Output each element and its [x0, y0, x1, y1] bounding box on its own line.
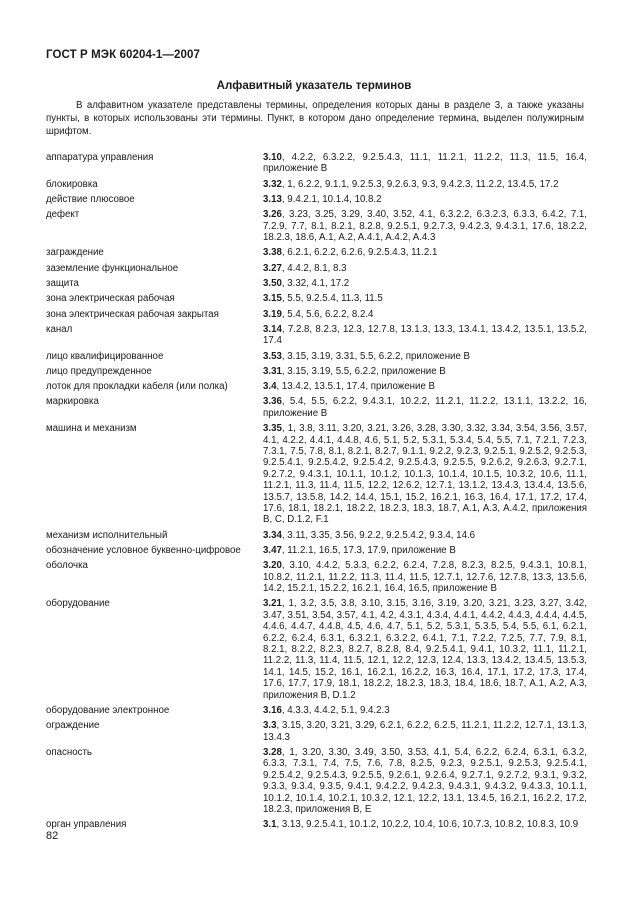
index-entry: [46, 209, 587, 243]
reference-list: , 13.4.2, 13.5.1, 17.4, приложение В: [276, 381, 435, 393]
reference-list: , 3.32, 4.1, 17.2: [281, 278, 350, 289]
index-term: зона электрическая рабочая закрытая: [46, 308, 219, 320]
reference-list: , 3.15, 3.19, 3.31, 5.5, 6.2.2, приложение В: [281, 350, 470, 362]
index-term: заземление функциональное: [46, 262, 179, 274]
index-references: [263, 560, 587, 594]
index-entry: [46, 705, 587, 716]
reference-list: , 5.5, 9.2.5.4, 11.3, 11.5: [281, 293, 383, 305]
index-term: дефект: [46, 209, 80, 221]
index-references: [263, 381, 587, 392]
definition-clause: 3.50: [263, 278, 282, 289]
index-entry: [46, 366, 587, 377]
index-references: [263, 293, 587, 304]
reference-list: , 5.4, 5.5, 6.2.2, 9.4.3.1, 10.2.2, 11.2.1, 11.2.2, 13.1.1, 13.2.2, 16, приложение В: [263, 396, 587, 419]
index-entry: [46, 381, 587, 392]
index-term: защита: [46, 278, 79, 289]
index-entry: [46, 152, 587, 175]
index-references: [263, 351, 587, 362]
index-term: оболочка: [46, 560, 88, 572]
definition-clause: 3.27: [263, 262, 282, 274]
reference-list: , 3.11, 3.35, 3.56, 9.2.2, 9.2.5.4.2, 9.3.4, 14.6: [281, 529, 476, 541]
index-term: зона электрическая рабочая: [46, 293, 175, 305]
index-references: [263, 530, 587, 541]
definition-clause: 3.3: [263, 720, 277, 732]
reference-list: , 6.2.1, 6.2.2, 6.2.6, 9.2.5.4.3, 11.2.1: [281, 247, 438, 259]
reference-list: , 3.15, 3.20, 3.21, 3.29, 6.2.1, 6.2.2, 6.2.5, 11.2.1, 11.2.2, 12.7.1, 13.1.3, 13.4.3: [263, 720, 587, 743]
index-entry: [46, 351, 587, 362]
index-term: механизм исполнительный: [46, 529, 168, 541]
definition-clause: 3.28: [263, 746, 282, 758]
definition-clause: 3.19: [263, 308, 282, 320]
definition-clause: 3.14: [263, 323, 282, 335]
index-term: лоток для прокладки кабеля (или полка): [46, 381, 228, 393]
reference-list: , 1, 3.2, 3.5, 3.8, 3.10, 3.15, 3.16, 3.19, 3.20, 3.21, 3.23, 3.27, 3.42, 3.47, 3.51, 3.54, 3.57, 4.1, 4.2, 4.3.1, 4.3.4, 4.4.1, 4.4.2, 4.4.3, 4.4.4, 4.4.5, 4.4.6, 4.4.7, 4.4.8, 4.5, 4.6, 4.7, 5.1, 5.2, 5.3.1, 5.3.5, 5.4, 5.5, 6.1, 6.2.1, 6.2.2, 6.2.4, 6.3.1, 6.3.2.1, 6.3.2.2, 6.4.1, 7.1, 7.2.2, 7.2.5, 7.7, 7.9, 8.1, 8.2.1, 8.2.2, 8.2.3, 8.2.7, 8.2.8, 8.4, 9.2.5.4.1, 9.4.1, 10.3.2, 11.1, 11.2.1, 11.2.2, 11.3, 11.4, 11.5, 12.1, 12.2, 12.3, 12.4, 13.3, 13.4.2, 13.4.5, 13.5.3, 14.1, 14.5, 15.2, 16.1, 16.2.1, 16.2.2, 16.3, 16.4, 17.1, 17.2, 17.3, 17.4, 17.6, 17.7, 17.9, 18.1, 18.2.2, 18.2.3, 18.3, 18.4, 18.6, 18.7, A.1, A.2, A.3, приложения В, D.1.2: [263, 598, 587, 701]
reference-list: , 3.15, 3.19, 5.5, 6.2.2, приложение В: [281, 365, 446, 377]
index-term: опасность: [46, 746, 92, 758]
reference-list: , 5.4, 5.6, 6.2.2, 8.2.4: [281, 308, 374, 320]
index-entry: [46, 247, 587, 258]
index-term: канал: [46, 323, 73, 335]
index-entry: [46, 598, 587, 701]
index-references: [263, 263, 587, 274]
index-entry: [46, 396, 587, 419]
index-references: [263, 423, 587, 526]
index-term: орган управления: [46, 819, 127, 831]
page-number: 82: [46, 830, 59, 842]
index-entry: [46, 545, 587, 556]
definition-clause: 3.13: [263, 194, 282, 205]
index-term: ограждение: [46, 720, 100, 732]
definition-clause: 3.47: [263, 545, 282, 557]
definition-clause: 3.4: [263, 381, 277, 393]
index-entry: [46, 309, 587, 320]
definition-clause: 3.31: [263, 365, 282, 377]
index-term: лицо квалифицированное: [46, 350, 164, 362]
index-references: [263, 152, 587, 175]
definition-clause: 3.34: [263, 529, 282, 541]
definition-clause: 3.20: [263, 560, 282, 572]
index-entry: [46, 720, 587, 743]
index-references: [263, 396, 587, 419]
index-term: маркировка: [46, 396, 99, 408]
reference-list: , 3.23, 3.25, 3.29, 3.40, 3.52, 4.1, 6.3.2.2, 6.3.2.3, 6.3.3, 6.4.2, 7.1, 7.2.9, 7.7, 8.1, 8.2.1, 8.2.8, 9.2.5.1, 9.2.7.3, 9.4.2.3, 9.4.3.1, 17.6, 18.2.2, 18.2.3, 18.6, A.1, A.2, A.4.1, A.4.2, A.4.3: [263, 209, 587, 244]
index-entry: [46, 530, 587, 541]
document-standard-header: ГОСТ Р МЭК 60204-1—2007: [46, 49, 200, 61]
index-references: [263, 366, 587, 377]
definition-clause: 3.35: [263, 423, 282, 435]
definition-clause: 3.15: [263, 293, 282, 305]
index-references: [263, 747, 587, 815]
index-entry: [46, 263, 587, 274]
index-term: лицо предупрежденное: [46, 365, 152, 377]
reference-list: , 11.2.1, 16.5, 17.3, 17.9, приложение В: [281, 545, 456, 557]
reference-list: , 4.4.2, 8.1, 8.3: [281, 262, 347, 274]
index-references: [263, 819, 587, 830]
index-term: действие плюсовое: [46, 194, 135, 205]
reference-list: , 1, 3.20, 3.30, 3.49, 3.50, 3.53, 4.1, 5.4, 6.2.2, 6.2.4, 6.3.1, 6.3.2, 6.3.3, 7.3.1, 7.4, 7.5, 7.6, 7.8, 8.2.5, 9.2.3, 9.2.5.1, 9.2.5.3, 9.2.5.4.1, 9.2.5.4.2, 9.2.5.4.3, 9.2.5.5, 9.2.6.1, 9.2.6.4, 9.2.7.1, 9.2.7.2, 9.3.1, 9.3.2, 9.3.3, 9.3.4, 9.3.5, 9.4.1, 9.4.2.2, 9.4.2.3, 9.4.3.1, 9.4.3.2, 9.4.3.3, 10.1.1, 10.1.2, 10.1.4, 10.2.1, 10.3.2, 12.1, 12.2, 13.1, 13.4.5, 16.2.1, 16.2.2, 17.2, 18.2.3, приложения В, Е: [263, 746, 587, 816]
reference-list: , 3.13, 9.2.5.4.1, 10.1.2, 10.2.2, 10.4, 10.6, 10.7.3, 10.8.2, 10.8.3, 10.9: [276, 819, 579, 831]
reference-list: , 9.4.2.1, 10.1.4, 10.8.2: [281, 194, 382, 205]
intro-paragraph: [46, 100, 584, 138]
index-term: машина и механизм: [46, 423, 137, 435]
definition-clause: 3.53: [263, 350, 282, 362]
reference-list: , 7.2.8, 8.2.3, 12.3, 12.7.8, 13.1.3, 13.3, 13.4.1, 13.4.2, 13.5.1, 13.5.2, 17.4: [263, 323, 587, 347]
index-term: аппаратура управления: [46, 152, 154, 163]
definition-clause: 3.36: [263, 396, 282, 408]
index-references: [263, 545, 587, 556]
definition-clause: 3.21: [263, 598, 282, 610]
index-entry: [46, 324, 587, 347]
index-term: блокировка: [46, 178, 98, 190]
index-references: [263, 247, 587, 258]
reference-list: , 3.10, 4.4.2, 5.3.3, 6.2.2, 6.2.4, 7.2.8, 8.2.3, 8.2.5, 9.4.3.1, 10.8.1, 10.8.2, 11.2.1, 11.2.2, 11.3, 11.4, 11.5, 12.7.1, 12.7.6, 12.7.8, 13.3, 13.5.6, 14.2, 15.2.1, 15.2.2, 16.2.1, 16.4, 16.5, приложение В: [263, 560, 587, 595]
index-term: заграждение: [46, 247, 104, 259]
index-references: [263, 705, 587, 716]
index-term: обозначение условное буквенно-цифровое: [46, 545, 241, 557]
index-entry: [46, 278, 587, 289]
index-entry: [46, 819, 587, 830]
index-entry: [46, 423, 587, 526]
intro-text: В алфавитном указателе представлены термины, определения которых даны в разделе 3, а также указаны пункты, в которых использованы эти термины. Пункт, в котором дано определение термина, выделен полужирным шрифтом.: [46, 100, 584, 137]
index-references: [263, 209, 587, 243]
index-entry: [46, 747, 587, 815]
reference-list: , 4.3.3, 4.4.2, 5.1, 9.4.2.3: [281, 704, 390, 716]
definition-clause: 3.38: [263, 247, 282, 259]
reference-list: , 4.2.2, 6.3.2.2, 9.2.5.4.3, 11.1, 11.2.1, 11.2.2, 11.3, 11.5, 16.4, приложение В: [263, 152, 587, 175]
page-title: Алфавитный указатель терминов: [216, 80, 412, 92]
definition-clause: 3.32: [263, 178, 282, 190]
definition-clause: 3.10: [263, 152, 282, 163]
index-references: [263, 179, 587, 190]
definition-clause: 3.1: [263, 819, 277, 831]
index-references: [263, 194, 587, 205]
definition-clause: 3.26: [263, 209, 282, 221]
index-entry: [46, 293, 587, 304]
index-term: оборудование электронное: [46, 704, 170, 716]
index-references: [263, 324, 587, 347]
definition-clause: 3.16: [263, 704, 282, 716]
index-entry: [46, 560, 587, 594]
index-references: [263, 720, 587, 743]
term-index: [46, 152, 587, 835]
reference-list: , 1, 6.2.2, 9.1.1, 9.2.5.3, 9.2.6.3, 9.3, 9.4.2.3, 11.2.2, 13.4.5, 17.2: [281, 178, 559, 190]
index-entry: [46, 194, 587, 205]
index-references: [263, 278, 587, 289]
index-term: оборудование: [46, 598, 110, 610]
index-references: [263, 309, 587, 320]
index-references: [263, 598, 587, 701]
reference-list: , 1, 3.8, 3.11, 3.20, 3.21, 3.26, 3.28, 3.30, 3.32, 3.34, 3.54, 3.56, 3.57, 4.1, 4.2.2, 4.4.1, 4.4.8, 4.6, 5.1, 5.2, 5.3.1, 5.3.4, 5.4, 5.5, 7.1, 7.2.1, 7.2.3, 7.3.1, 7.5, 7.8, 8.1, 8.2.1, 8.2.7, 9.1.1, 9.2.2, 9.2.3, 9.2.5.1, 9.2.5.2, 9.2.5.3, 9.2.5.4.1, 9.2.5.4.2, 9.2.5.4.2, 9.2.5.4.3, 9.2.5.5, 9.2.6.2, 9.2.6.3, 9.2.7.1, 9.2.7.2, 9.4.3.1, 10.1.1, 10.1.2, 10.1.3, 10.1.4, 10.1.5, 10.3.2, 10.6, 11.1, 11.2.1, 11.3, 11.4, 11.5, 12.2, 12.6.2, 12.7.1, 13.1.2, 13.4.3, 13.4.4, 13.5.6, 13.5.7, 13.5.8, 14.2, 14.4, 15.1, 15.2, 16.2.1, 16.3, 16.4, 17.1, 17.2, 17.4, 17.6, 18.1, 18.2.1, 18.2.2, 18.2.3, 18.3, 18.7, A.1, A.3, A.4.2, приложения В, С, D.1.2, F.1: [263, 423, 587, 526]
index-entry: [46, 179, 587, 190]
